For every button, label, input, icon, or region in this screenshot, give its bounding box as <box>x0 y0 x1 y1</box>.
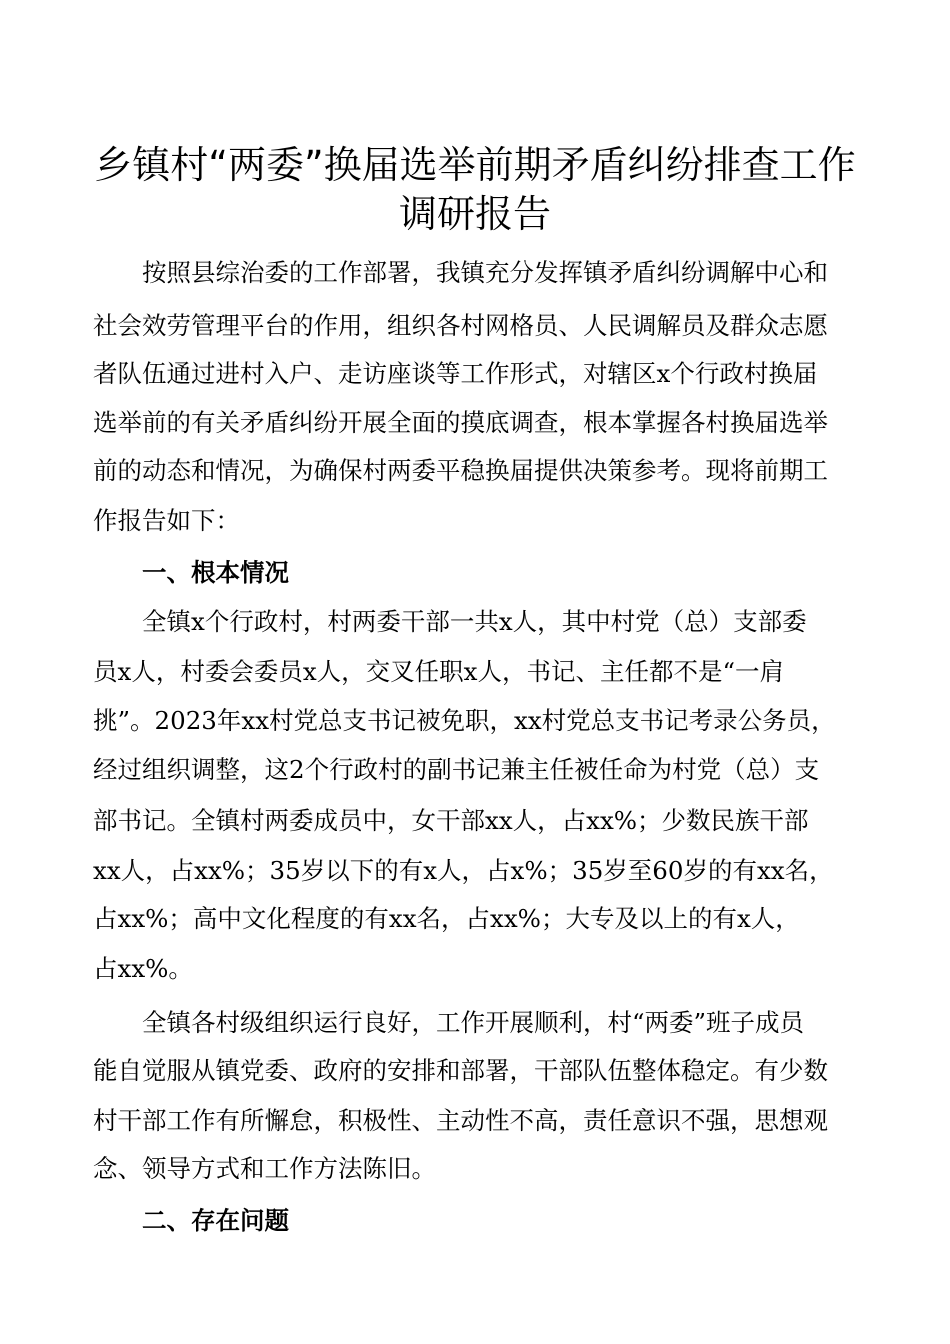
section1-para1-line: 经过组织调整，这2个行政村的副书记兼主任被任命为村党（总）支 <box>93 755 820 784</box>
intro-line: 者队伍通过进村入户、走访座谈等工作形式，对辖区x个行政村换届 <box>93 359 818 388</box>
intro-line: 选举前的有关矛盾纠纷开展全面的摸底调查，根本掌握各村换届选举 <box>93 408 828 437</box>
section1-para1-line: 部书记。全镇村两委成员中，女干部xx人，占xx%；少数民族干部 <box>93 806 809 835</box>
section1-para2-line: 村干部工作有所懈怠，积极性、主动性不高，责任意识不强，思想观 <box>93 1106 828 1135</box>
section1-para1-line: 挑”。2023年xx村党总支书记被免职，xx村党总支书记考录公务员， <box>93 706 836 735</box>
document-title-line-2: 调研报告 <box>398 192 551 236</box>
document-title-line-1: 乡镇村“两委”换届选举前期矛盾纠纷排查工作 <box>94 143 856 187</box>
section1-para1-line: xx人，占xx%；35岁以下的有x人，占x%；35岁至60岁的有xx名， <box>93 856 834 885</box>
section1-para1-line: 占xx%；高中文化程度的有xx名，占xx%；大专及以上的有x人， <box>93 904 800 933</box>
section1-para1-line: 占xx%。 <box>93 954 193 983</box>
intro-line: 社会效劳管理平台的作用，组织各村网格员、人民调解员及群众志愿 <box>93 311 828 340</box>
intro-line: 作报告如下： <box>93 506 240 535</box>
section-heading-2: 二、存在问题 <box>142 1206 289 1235</box>
section1-para1-line: 员x人，村委会委员x人，交叉任职x人，书记、主任都不是“一肩 <box>93 657 784 686</box>
section1-para2-line: 念、领导方式和工作方法陈旧。 <box>93 1154 436 1183</box>
section1-para2-line: 能自觉服从镇党委、政府的安排和部署，干部队伍整体稳定。有少数 <box>93 1056 828 1085</box>
intro-line: 按照县综治委的工作部署，我镇充分发挥镇矛盾纠纷调解中心和 <box>142 258 828 287</box>
section1-para1-line: 全镇x个行政村，村两委干部一共x人，其中村党（总）支部委 <box>142 607 807 636</box>
section1-para2-line: 全镇各村级组织运行良好，工作开展顺利，村“两委”班子成员 <box>142 1008 805 1037</box>
intro-line: 前的动态和情况，为确保村两委平稳换届提供决策参考。现将前期工 <box>93 456 828 485</box>
section-heading-1: 一、根本情况 <box>142 558 289 587</box>
